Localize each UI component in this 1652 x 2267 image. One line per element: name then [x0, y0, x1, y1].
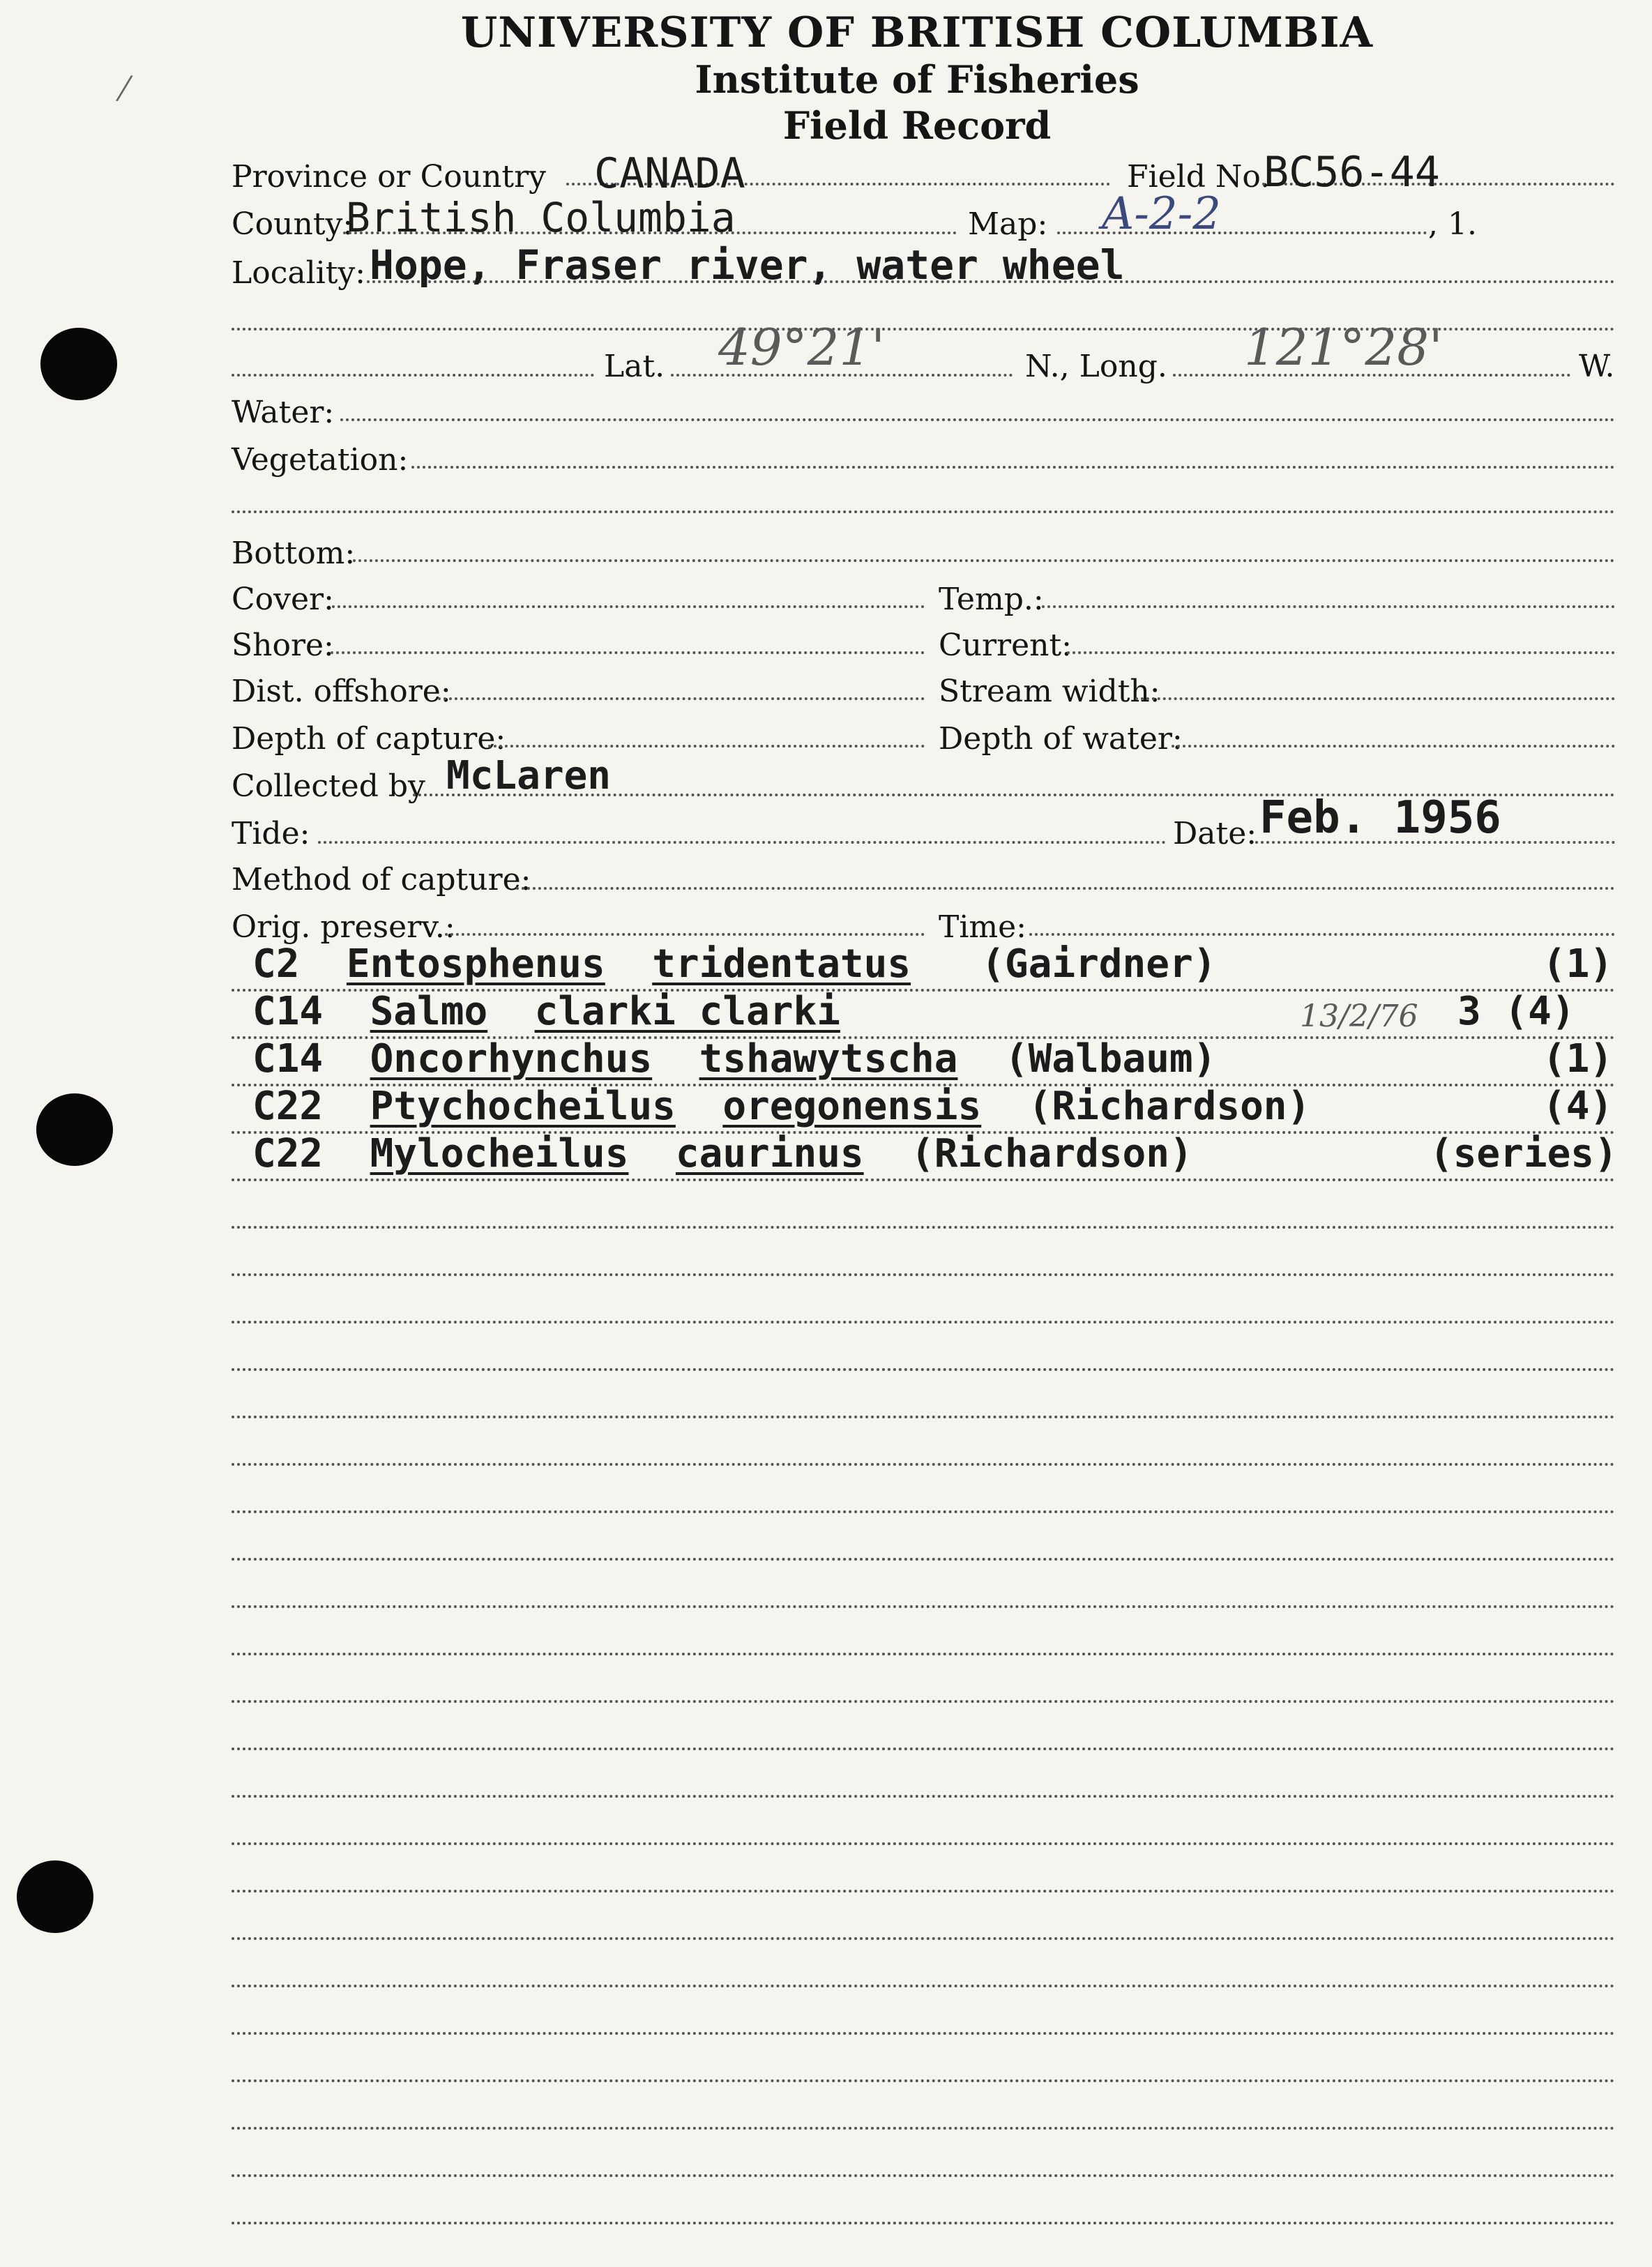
ruled-line [232, 1416, 1615, 1418]
collected-by-label: Collected by [232, 768, 425, 804]
specimen-code: C22 [252, 1131, 324, 1176]
specimen-author: (Richardson) [911, 1131, 1193, 1176]
specimen-count: (1) [1543, 941, 1614, 987]
date-value: Feb. 1956 [1259, 792, 1501, 844]
shore-label: Shore: [232, 628, 334, 663]
specimen-row [252, 1084, 1310, 1129]
bottom-label: Bottom: [232, 536, 356, 571]
ruled-line [232, 2079, 1615, 2082]
specimen-code: C2 [252, 941, 300, 987]
specimen-row [252, 1036, 1216, 1082]
map-label: Map: [968, 206, 1048, 242]
ruled-line [232, 1605, 1615, 1608]
specimen-species: tshawytscha [699, 1036, 958, 1082]
ruled-line [232, 2174, 1615, 2177]
lat-label: Lat. [604, 349, 665, 384]
locality-value: Hope, Fraser river, water wheel [370, 241, 1125, 289]
cover-line [332, 605, 925, 608]
province-value: CANADA [594, 149, 745, 198]
ruled-line [232, 1558, 1615, 1561]
orig-preserv-line [445, 933, 925, 936]
specimen-genus: Entosphenus [346, 941, 605, 987]
county-label: County: [232, 206, 354, 242]
specimen-species: caurinus [675, 1131, 864, 1176]
ruled-line [232, 1463, 1615, 1466]
depth-capture-label: Depth of capture: [232, 721, 506, 757]
tide-line [318, 841, 1166, 844]
ruled-line [232, 1985, 1615, 1987]
long-value: 121°28' [1244, 318, 1443, 377]
specimen-note: 13/2/76 [1300, 999, 1418, 1034]
tide-label: Tide: [232, 816, 310, 851]
temp-label: Temp.: [939, 582, 1044, 617]
map-value: A-2-2 [1102, 188, 1221, 240]
specimen-count: (1) [1543, 1036, 1614, 1082]
ruled-line [232, 1321, 1615, 1324]
collected-by-value: McLaren [446, 753, 612, 798]
specimen-row [252, 989, 840, 1034]
specimen-species: oregonensis [722, 1084, 982, 1129]
specimen-author: (Richardson) [1028, 1084, 1311, 1129]
ruled-line [232, 1842, 1615, 1845]
depth-capture-line [488, 745, 925, 748]
current-line [1067, 651, 1615, 654]
county-value: British Columbia [346, 194, 736, 241]
specimen-count: (4) [1543, 1084, 1614, 1129]
specimen-genus: Mylocheilus [370, 1131, 629, 1176]
locality-label: Locality: [232, 255, 366, 291]
punch-hole-middle [36, 1093, 113, 1166]
ruled-line [232, 2222, 1615, 2224]
specimen-line [232, 1178, 1615, 1181]
long-label: N., Long. [1025, 349, 1167, 384]
specimen-author: (Gairdner) [981, 941, 1217, 987]
specimen-author: (Walbaum) [1004, 1036, 1217, 1082]
province-label: Province or Country [232, 159, 546, 195]
ruled-line [232, 2127, 1615, 2130]
punch-hole-bottom [17, 1860, 93, 1933]
vegetation-label: Vegetation: [232, 442, 409, 478]
stream-width-line [1135, 697, 1615, 700]
depth-water-label: Depth of water: [939, 721, 1183, 757]
dist-offshore-line [438, 697, 925, 700]
map-suffix: , 1. [1428, 206, 1477, 242]
specimen-count: (series) [1430, 1131, 1618, 1176]
depth-water-line [1172, 745, 1615, 748]
ruled-line [232, 1653, 1615, 1655]
specimen-code: C14 [252, 1036, 324, 1082]
field-no-value: BC56-44 [1264, 148, 1440, 197]
ruled-line [232, 1795, 1615, 1798]
check-mark: / [114, 63, 135, 112]
method-line [516, 887, 1615, 890]
specimen-genus: Ptychocheilus [370, 1084, 676, 1129]
ruled-line [232, 1368, 1615, 1371]
lat-value: 49°21' [718, 318, 886, 377]
punch-hole-top [40, 328, 117, 400]
institute-title: Institute of Fisheries [695, 57, 1139, 102]
specimen-code: C22 [252, 1084, 324, 1129]
method-label: Method of capture: [232, 862, 531, 897]
water-label: Water: [232, 395, 335, 430]
temp-line [1042, 605, 1615, 608]
ruled-line [232, 1273, 1615, 1276]
ruled-line [232, 1510, 1615, 1513]
ruled-line [232, 1700, 1615, 1703]
specimen-code: C14 [252, 989, 324, 1034]
field-no-label: Field No. [1127, 159, 1271, 195]
vegetation-line-2 [232, 510, 1615, 513]
stream-width-label: Stream width: [939, 674, 1160, 709]
orig-preserv-label: Orig. preserv.: [232, 909, 455, 945]
current-label: Current: [939, 628, 1072, 663]
date-label: Date: [1173, 816, 1257, 851]
time-label: Time: [939, 909, 1027, 945]
shore-line [331, 651, 925, 654]
west-label: W. [1579, 349, 1615, 384]
specimen-species: clarki clarki [534, 989, 840, 1034]
ruled-line [232, 1226, 1615, 1229]
record-title: Field Record [782, 103, 1052, 148]
specimen-row [252, 941, 1216, 987]
specimen-species: tridentatus [652, 941, 911, 987]
specimen-row [252, 1131, 1193, 1176]
time-line [1029, 933, 1615, 936]
ruled-line [232, 2032, 1615, 2035]
dist-offshore-label: Dist. offshore: [232, 674, 451, 709]
cover-label: Cover: [232, 582, 334, 617]
ruled-line [232, 1747, 1615, 1750]
university-title: UNIVERSITY OF BRITISH COLUMBIA [460, 8, 1374, 57]
vegetation-line [411, 466, 1615, 469]
ruled-line [232, 1890, 1615, 1893]
lat-pre-line [232, 374, 594, 377]
bottom-line [353, 559, 1615, 562]
water-line [340, 418, 1615, 421]
specimen-genus: Salmo [370, 989, 488, 1034]
specimen-count: 3 (4) [1457, 989, 1575, 1034]
specimen-genus: Oncorhynchus [370, 1036, 653, 1082]
ruled-line [232, 1937, 1615, 1940]
